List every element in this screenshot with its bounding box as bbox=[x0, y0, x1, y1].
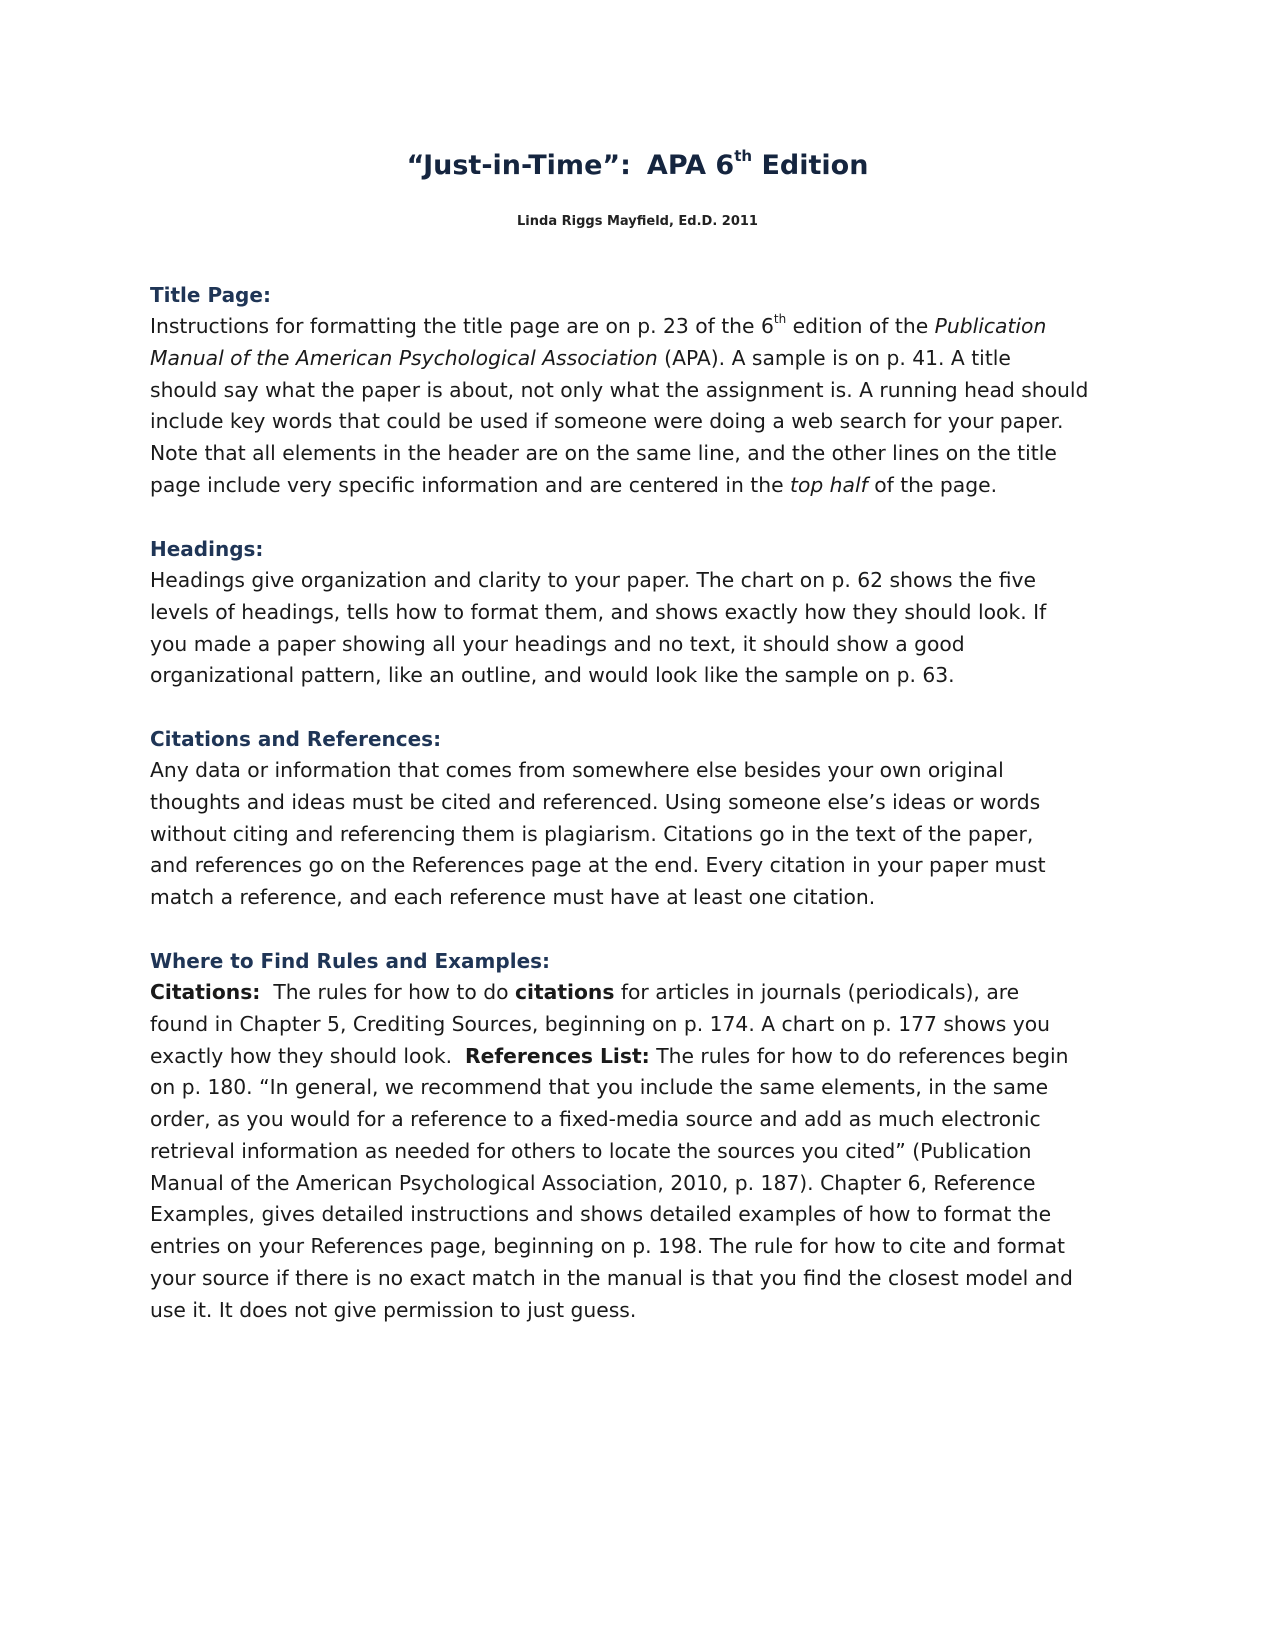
text-run: for articles in journals (periodicals), are bbox=[614, 980, 1020, 1004]
text-run: page include very specific information and are centered in the bbox=[150, 472, 790, 497]
document-title-quoted: “Just-in-Time”: bbox=[406, 150, 631, 181]
section-body-title-page bbox=[150, 311, 1135, 502]
text-run: The rules for how to do bbox=[260, 980, 515, 1004]
paragraph-line: you made a paper showing all your headings and no text, it should show a good bbox=[150, 631, 965, 656]
document-title-main-prefix: APA 6 bbox=[646, 150, 735, 181]
paragraph-line: Manual of the American Psychological Association, 2010, p. 187). Chapter 6, Reference bbox=[150, 1170, 1036, 1195]
paragraph-line: Any data or information that comes from somewhere else besides your own original bbox=[150, 758, 1004, 782]
paragraph-line: match a reference, and each reference must have at least one citation. bbox=[150, 885, 876, 909]
bold-text: Citations: bbox=[150, 980, 261, 1004]
paragraph-line: retrieval information as needed for others to locate the sources you cited” (Publication bbox=[150, 1138, 1032, 1163]
paragraph-line: organizational pattern, like an outline, and would look like the sample on p. 63. bbox=[150, 663, 955, 688]
section-where-to-find bbox=[150, 946, 1135, 1326]
section-body-citations-references bbox=[150, 755, 1135, 914]
paragraph-line bbox=[150, 343, 1135, 375]
paragraph-line: should say what the paper is about, not only what the assignment is. A running head should bbox=[150, 377, 1089, 402]
section-heading-title-page: Title Page: bbox=[150, 283, 271, 307]
section-citations-references bbox=[150, 724, 1135, 914]
section-body-where-to-find bbox=[150, 977, 1135, 1326]
bold-text: References List: bbox=[464, 1043, 650, 1068]
paragraph-line: your source if there is no exact match in the manual is that you find the closest model and bbox=[150, 1265, 1073, 1290]
author-line: Linda Riggs Mayfield, Ed.D. 2011 bbox=[517, 214, 758, 229]
paragraph-line bbox=[150, 1041, 1135, 1073]
paragraph-line: thoughts and ideas must be cited and referenced. Using someone else’s ideas or words bbox=[150, 789, 1041, 814]
text-run: of the page. bbox=[867, 472, 998, 497]
paragraph-line: Examples, gives detailed instructions and shows detailed examples of how to format the bbox=[150, 1202, 1052, 1227]
document-title-main-suffix: Edition bbox=[752, 150, 869, 181]
superscript: th bbox=[773, 312, 787, 327]
italic-text: Publication bbox=[934, 314, 1047, 338]
section-body-headings bbox=[150, 565, 1135, 692]
paragraph-line: use it. It does not give permission to just guess. bbox=[150, 1297, 637, 1322]
section-heading-headings: Headings: bbox=[150, 537, 264, 561]
paragraph-line: on p. 180. “In general, we recommend that you include the same elements, in the same bbox=[150, 1075, 1049, 1100]
paragraph-line: without citing and referencing them is plagiarism. Citations go in the text of the paper, bbox=[150, 821, 1034, 846]
section-heading-where-to-find: Where to Find Rules and Examples: bbox=[150, 949, 551, 973]
section-headings bbox=[150, 534, 1135, 692]
text-run: The rules for how to do references begin bbox=[649, 1043, 1069, 1068]
text-run: Instructions for formatting the title page are on p. 23 of the 6 bbox=[150, 314, 774, 338]
document-title bbox=[0, 148, 1275, 184]
document-title-superscript: th bbox=[734, 147, 753, 165]
text-run: (APA). A sample is on p. 41. A title bbox=[657, 345, 1011, 370]
paragraph-line: and references go on the References page at the end. Every citation in your paper must bbox=[150, 853, 1046, 878]
paragraph-line bbox=[150, 311, 1135, 343]
section-heading-citations-references: Citations and References: bbox=[150, 727, 442, 751]
text-run: edition of the bbox=[786, 314, 935, 338]
italic-text: Manual of the American Psychological Association bbox=[150, 345, 658, 370]
text-run: exactly how they should look. bbox=[150, 1043, 465, 1068]
paragraph-line bbox=[150, 470, 1135, 502]
section-title-page bbox=[150, 280, 1135, 502]
paragraph-line: order, as you would for a reference to a fixed-media source and add as much electronic bbox=[150, 1107, 1041, 1131]
paragraph-line: found in Chapter 5, Crediting Sources, beginning on p. 174. A chart on p. 177 shows you bbox=[150, 1011, 1051, 1036]
paragraph-line: Headings give organization and clarity to your paper. The chart on p. 62 shows the five bbox=[150, 568, 1036, 592]
paragraph-line bbox=[150, 977, 1135, 1009]
paragraph-line: Note that all elements in the header are on the same line, and the other lines on the title bbox=[150, 441, 1057, 465]
paragraph-line: include key words that could be used if someone were doing a web search for your paper. bbox=[150, 409, 1064, 434]
italic-text: top half bbox=[790, 472, 868, 497]
paragraph-line: entries on your References page, beginning on p. 198. The rule for how to cite and format bbox=[150, 1234, 1065, 1258]
bold-text: citations bbox=[514, 980, 615, 1004]
paragraph-line: levels of headings, tells how to format them, and shows exactly how they should look. If bbox=[150, 599, 1047, 624]
